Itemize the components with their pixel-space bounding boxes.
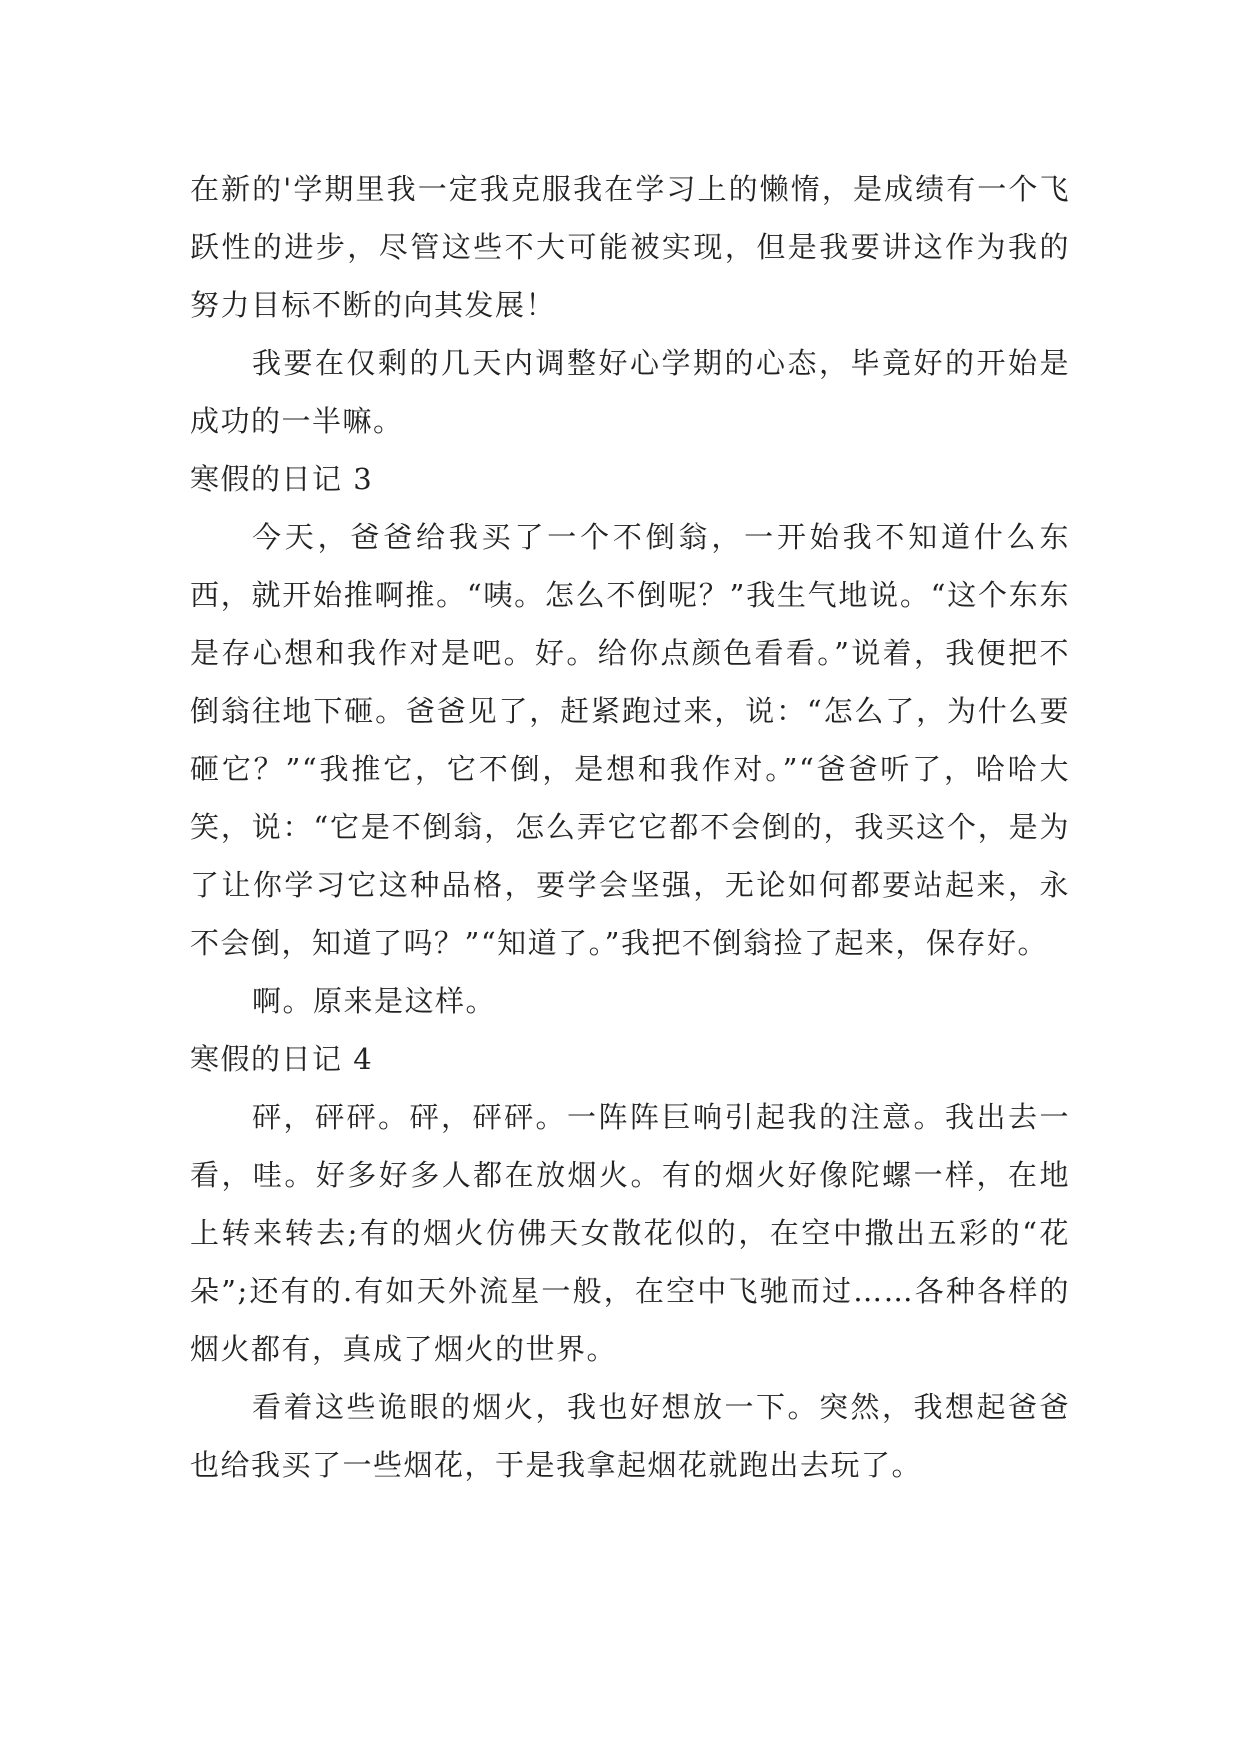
paragraph-6: 看着这些诡眼的烟火，我也好想放一下。突然，我想起爸爸也给我买了一些烟花，于是我拿起烟花就跑出去玩了。	[190, 1390, 1070, 1482]
paragraph-3: 今天，爸爸给我买了一个不倒翁，一开始我不知道什么东西，就开始推啊推。“咦。怎么不倒呢？”我生气地说。“这个东东是存心想和我作对是吧。好。给你点颜色看看。”说着，我便把不倒翁往地下砸。爸爸见了，赶紧跑过来，说：“怎么了，为什么要砸它？”“我推它，它不倒，是想和我作对。”“爸爸听了，哈哈大笑，说：“它是不倒翁，怎么弄它它都不会倒的，我买这个，是为了让你学习它这种品格，要学会坚强，无论如何都要站起来，永不会倒，知道了吗？”“知道了。”我把不倒翁捡了起来，保存好。	[190, 520, 1070, 960]
document-body	[190, 160, 1070, 1494]
section-heading-diary-4: 寒假的日记 4	[190, 1042, 374, 1076]
paragraph-4: 啊。原来是这样。	[252, 984, 497, 1018]
section-heading-diary-3: 寒假的日记 3	[190, 462, 374, 496]
paragraph-2: 我要在仅剩的几天内调整好心学期的心态，毕竟好的开始是成功的一半嘛。	[190, 346, 1070, 438]
paragraph-1: 在新的'学期里我一定我克服我在学习上的懒惰，是成绩有一个飞跃性的进步，尽管这些不大可能被实现，但是我要讲这作为我的努力目标不断的向其发展！	[190, 172, 1070, 322]
paragraph-5: 砰，砰砰。砰，砰砰。一阵阵巨响引起我的注意。我出去一看，哇。好多好多人都在放烟火。有的烟火好像陀螺一样，在地上转来转去;有的烟火仿佛天女散花似的，在空中撒出五彩的“花朵”;还有的.有如天外流星一般，在空中飞驰而过……各种各样的烟火都有，真成了烟火的世界。	[190, 1100, 1070, 1366]
